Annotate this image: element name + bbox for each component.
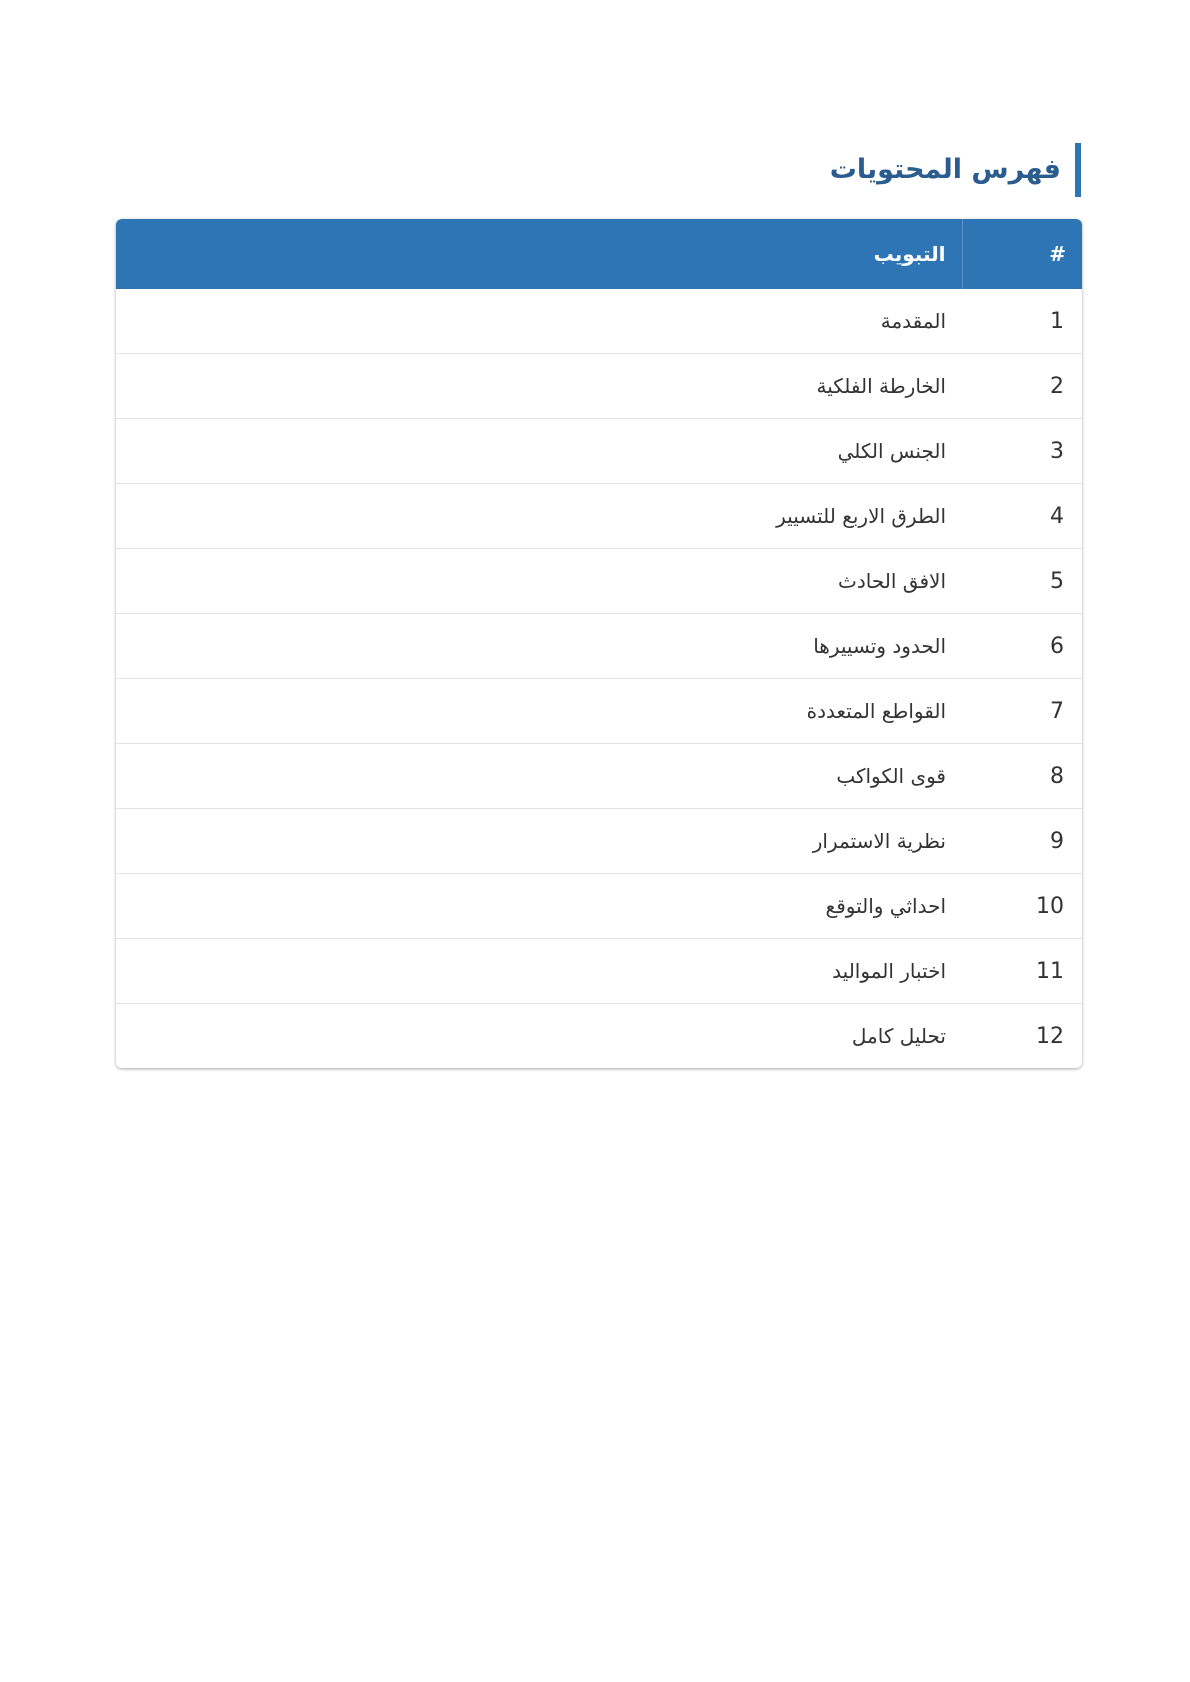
toc-table-container: [116, 219, 1082, 1068]
page-title: فهرس المحتويات: [829, 154, 1061, 185]
table-row: [116, 1004, 1082, 1069]
table-row: [116, 939, 1082, 1004]
row-title: قوى الكواكب: [116, 744, 962, 809]
table-row: [116, 419, 1082, 484]
header-section: التبويب: [116, 219, 962, 289]
table-row: [116, 549, 1082, 614]
row-title: القواطع المتعددة: [116, 679, 962, 744]
toc-table-header: [116, 219, 1082, 289]
row-number: 1: [1050, 308, 1064, 334]
row-number: 6: [962, 614, 1082, 679]
row-number: 5: [962, 549, 1082, 614]
table-row: [116, 679, 1082, 744]
row-title: الحدود وتسييرها: [116, 614, 962, 679]
table-row: [116, 744, 1082, 809]
table-row: [116, 289, 1082, 354]
row-title: الجنس الكلي: [116, 419, 962, 484]
row-number: 11: [962, 939, 1082, 1004]
table-row: [116, 614, 1082, 679]
toc-header-row: [116, 219, 1082, 289]
row-number: 2: [962, 354, 1082, 419]
table-row: [116, 484, 1082, 549]
row-number: 7: [962, 679, 1082, 744]
row-number: 8: [962, 744, 1082, 809]
page-title-block: [830, 143, 1081, 197]
row-number: 4: [962, 484, 1082, 549]
row-title: اختبار المواليد: [116, 939, 962, 1004]
row-title: نظرية الاستمرار: [116, 809, 962, 874]
table-row: [116, 354, 1082, 419]
table-row: [116, 874, 1082, 939]
header-number: #: [962, 219, 1082, 289]
row-title: احداثي والتوقع: [116, 874, 962, 939]
row-title: تحليل كامل: [116, 1004, 962, 1069]
row-title: الطرق الاربع للتسيير: [116, 484, 962, 549]
row-title: الافق الحادث: [116, 549, 962, 614]
row-number: 10: [962, 874, 1082, 939]
table-row: [116, 809, 1082, 874]
toc-table: [116, 219, 1082, 1068]
row-number: 3: [962, 419, 1082, 484]
row-title: المقدمة: [880, 309, 946, 333]
row-title: الخارطة الفلكية: [116, 354, 962, 419]
row-number: 12: [962, 1004, 1082, 1069]
toc-table-body: [116, 289, 1082, 1068]
row-number: 9: [962, 809, 1082, 874]
